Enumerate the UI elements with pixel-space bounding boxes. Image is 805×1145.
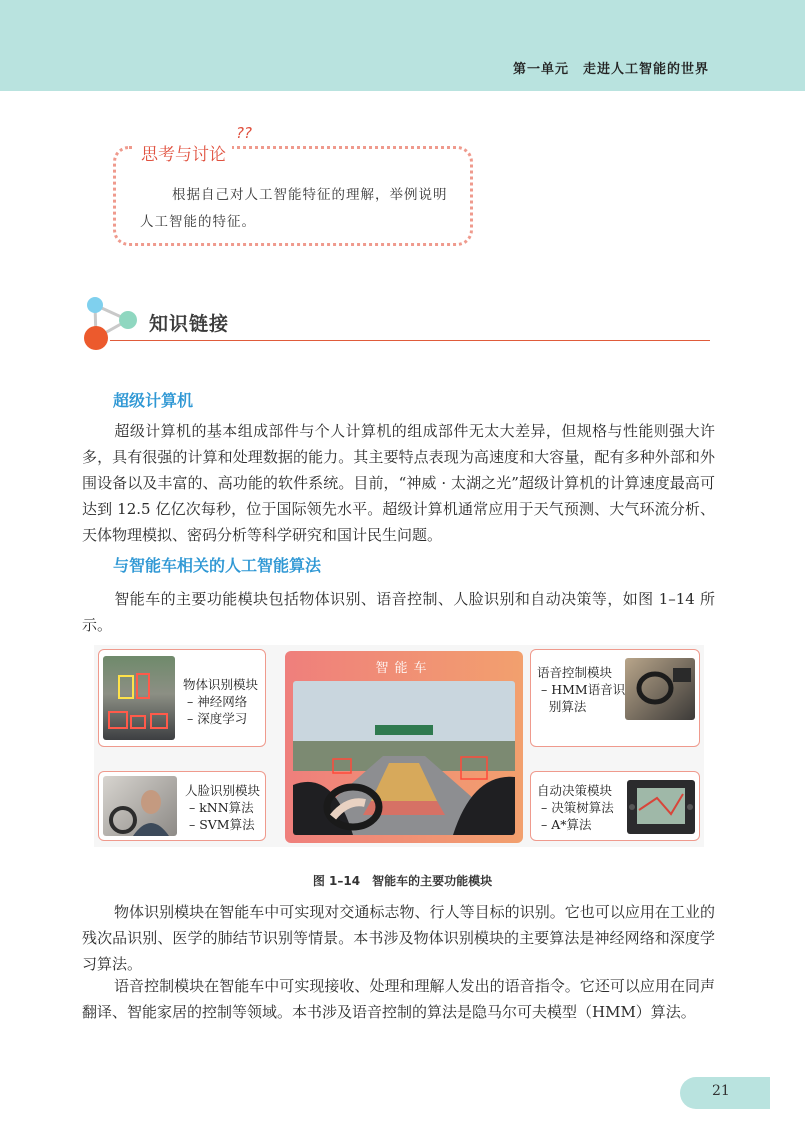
object-recognition-label: 物体识别模块 – 神经网络 – 深度学习 xyxy=(183,677,259,726)
question-marks-icon: ?? xyxy=(236,124,252,142)
figure-smart-car-modules xyxy=(94,645,704,847)
figure-caption: 图 1–14 智能车的主要功能模块 xyxy=(312,874,493,888)
face-recognition-label: 人脸识别模块 – kNN算法 – SVM算法 xyxy=(185,783,261,832)
supercomputer-paragraph xyxy=(82,418,715,548)
voice-control-label: 语音控制模块 – HMM语音识 别算法 xyxy=(537,665,626,714)
object-module-text: 物体识别模块在智能车中可实现对交通标志物、行人等目标的识别。它也可以应用在工业的残次品识别、医学的肺结节识别等情景。本书涉及物体识别模块的主要算法是神经网络和深度学习算法。 xyxy=(82,903,715,973)
smart-car-panel xyxy=(285,651,523,843)
think-discuss-text: 根据自己对人工智能特征的理解，举例说明人工智能的特征。 xyxy=(140,187,448,230)
algorithms-intro-text: 智能车的主要功能模块包括物体识别、语音控制、人脸识别和自动决策等，如图 1–14 所示。 xyxy=(82,590,715,634)
object-recognition-module xyxy=(98,649,266,747)
face-recognition-image xyxy=(103,776,177,836)
unit-title: 第一单元 走进人工智能的世界 xyxy=(512,62,709,77)
voice-module-paragraph xyxy=(82,973,715,1025)
knowledge-link-title: 知识链接 xyxy=(149,313,230,335)
section-divider xyxy=(110,340,710,341)
decision-module xyxy=(530,771,700,841)
navigation-device-image xyxy=(627,780,695,834)
decision-label: 自动决策模块 – 决策树算法 – A*算法 xyxy=(537,783,614,832)
voice-control-module xyxy=(530,649,700,747)
face-recognition-module xyxy=(98,771,266,841)
voice-module-text: 语音控制模块在智能车中可实现接收、处理和理解人发出的语音指令。它还可以应用在同声翻译、智能家居的控制等领域。本书涉及语音控制的算法是隐马尔可夫模型（HMM）算法。 xyxy=(82,977,715,1021)
supercomputer-heading: 超级计算机 xyxy=(113,391,194,410)
voice-control-image xyxy=(625,658,695,720)
algorithms-intro xyxy=(82,586,715,638)
knowledge-link-icon xyxy=(80,294,142,356)
object-module-paragraph xyxy=(82,899,715,977)
supercomputer-text: 超级计算机的基本组成部件与个人计算机的组成部件无太大差异，但规格与性能则强大许多，具有很强的计算和处理数据的能力。其主要特点表现为高速度和大容量，配有多种外部和外围设备以及丰富的、高功能的软件系统。目前，“神威 · 太湖之光”超级计算机的计算速度最高可达到 12.5 亿亿次每秒，位于国际领先水平。超级计算机通常应用于天气预测、大气环流分析、天体物理模拟、密码分析等科学研究和国计民生问题。 xyxy=(82,422,715,544)
smart-car-title: 智能车 xyxy=(375,661,433,676)
page-number: 21 xyxy=(712,1083,730,1099)
think-discuss-title: 思考与讨论 xyxy=(135,140,232,165)
smart-car-image xyxy=(293,681,515,835)
algorithms-heading: 与智能车相关的人工智能算法 xyxy=(113,556,322,575)
header-band xyxy=(0,0,805,91)
object-recognition-image xyxy=(103,656,175,740)
